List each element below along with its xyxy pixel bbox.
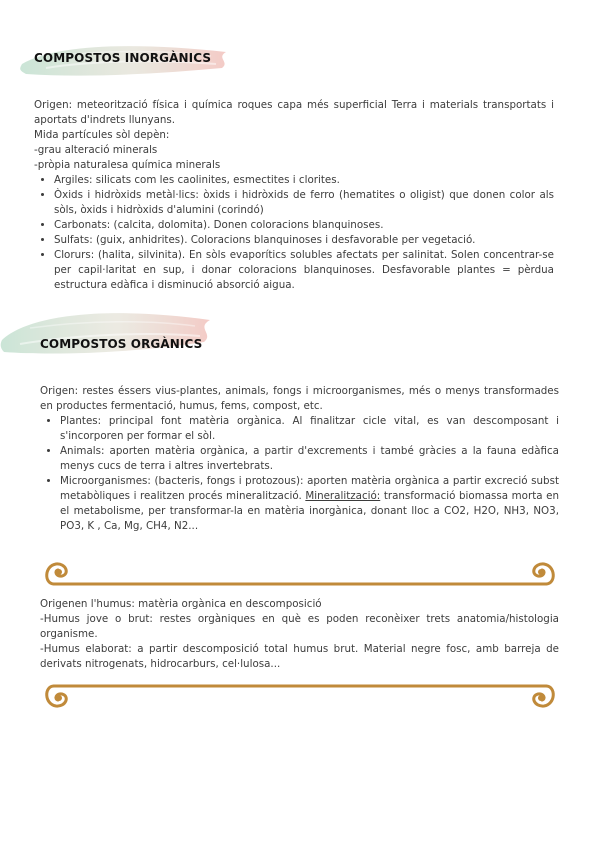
organic-origin-text: Origen: restes éssers vius-plantes, animals, fongs i microorganismes, més o menys transformades en productes fermentació, humus, fems, compost, etc. bbox=[40, 385, 559, 412]
organic-compounds-list bbox=[40, 414, 559, 534]
humus-origin-text: Origenen l'humus: matèria orgànica en descomposició bbox=[40, 598, 322, 610]
inorganic-compounds-list bbox=[34, 173, 554, 293]
mineralization-term: Mineralització: bbox=[305, 490, 381, 502]
microorganisms-text: Microorganismes: (bacteris, fongs i protozous): aporten matèria orgànica a partir excreció subst metabòliques i realitzen procés mineralització. bbox=[60, 475, 559, 502]
organic-section-body bbox=[40, 384, 559, 534]
list-item: • Òxids i hidròxids metàl·lics: òxids i hidròxids de ferro (hematites o oligist) que donen color als sòls, òxids i hidròxids d'alumini (corindó) bbox=[54, 188, 554, 218]
humus-elaborated-text: -Humus elaborat: a partir descomposició total humus brut. Material negre fosc, amb barreja de derivats nitrogenats, hidrocarburs, cel·lulosa... bbox=[40, 643, 559, 670]
ornamental-divider-2 bbox=[40, 682, 560, 712]
humus-section-body bbox=[40, 597, 559, 672]
brush-stroke-decoration-2 bbox=[0, 300, 220, 366]
list-item: • Plantes: principal font matèria orgànica. Al finalitzar cicle vital, es van descomposant i s'incorporen per formar el sòl. bbox=[60, 414, 559, 444]
inorganic-origin-text: Origen: meteorització física i química roques capa més superficial Terra i materials transportats i aportats d'indrets llunyans. bbox=[34, 99, 554, 126]
list-item bbox=[60, 474, 559, 534]
section-heading-organic: COMPOSTOS ORGÀNICS bbox=[40, 337, 203, 351]
list-item: • Carbonats: (calcita, dolomita). Donen coloracions blanquinoses. bbox=[54, 218, 554, 233]
list-item: • Animals: aporten matèria orgànica, a partir d'excrements i també gràcies a la fauna edàfica menys cucs de terra i altres invertebrats. bbox=[60, 444, 559, 474]
inorganic-section-body bbox=[34, 98, 554, 293]
humus-young-text: -Humus jove o brut: restes orgàniques en què es poden reconèixer trets anatomia/histologia organisme. bbox=[40, 613, 559, 640]
list-item: • Clorurs: (halita, silvinita). En sòls evaporítics solubles afectats per salinitat. Solen concentrar-se per capil·laritat en sup, i donar coloracions blanquinoses. Desfavorable plantes = pèrdua estructura edàfica i disminució absorció aigua. bbox=[54, 248, 554, 293]
particle-size-intro: Mida partícules sòl depèn: bbox=[34, 129, 170, 141]
particle-size-factor-2: -pròpia naturalesa química minerals bbox=[34, 159, 221, 171]
ornamental-divider-1 bbox=[40, 556, 560, 588]
mineralization-definition: transformació biomassa morta en el metabolisme, per transformar-la en matèria inorgànica, donant lloc a CO2, H2O, NH3, NO3, PO3, K , Ca, Mg, CH4, N2... bbox=[60, 490, 559, 532]
particle-size-factor-1: -grau alteració minerals bbox=[34, 144, 158, 156]
section-heading-inorganic: COMPOSTOS INORGÀNICS bbox=[34, 51, 212, 65]
list-item: • Argiles: silicats com les caolinites, esmectites i clorites. bbox=[54, 173, 554, 188]
list-item: • Sulfats: (guix, anhidrites). Coloracions blanquinoses i desfavorable per vegetació. bbox=[54, 233, 554, 248]
